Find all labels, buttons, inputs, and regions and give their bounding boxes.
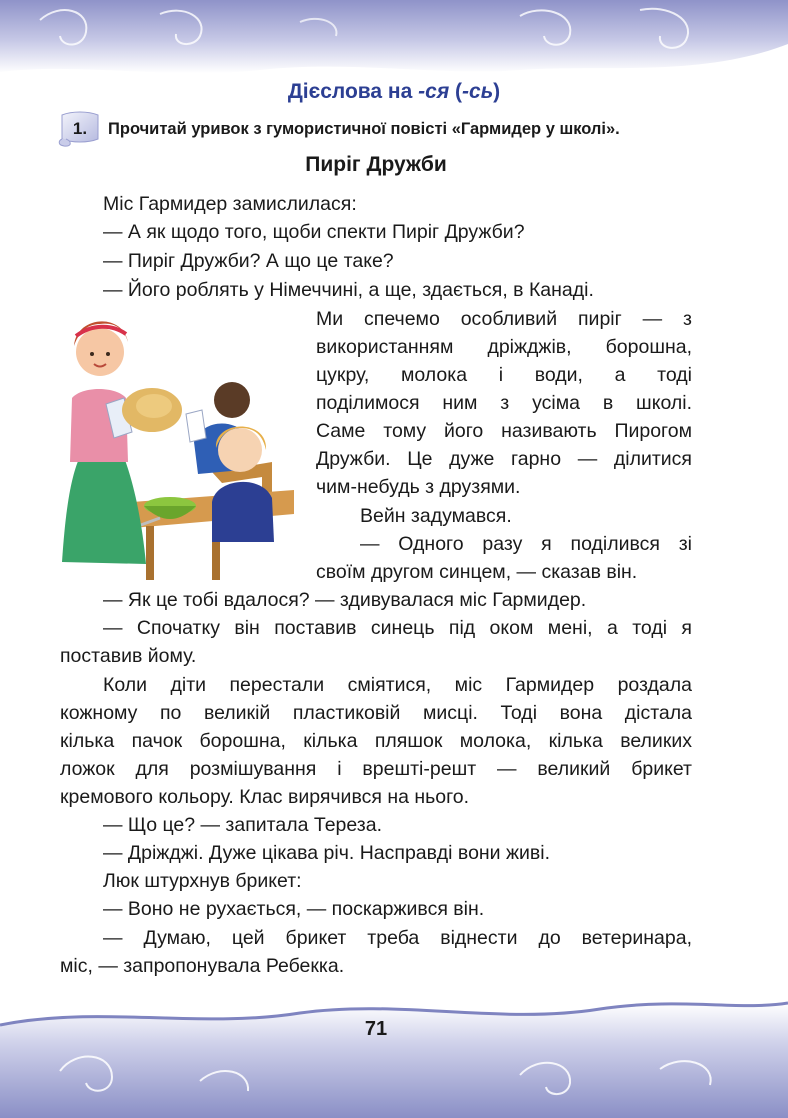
heading-mid: ( (449, 80, 463, 103)
story-line-13: — Одного разу я поділився зі (360, 533, 692, 555)
story-line-16: — Спочатку він поставив синець під оком мені, а тоді я (103, 617, 692, 639)
story-line-20: кілька пачок борошна, кілька пляшок молока, кілька великих (60, 730, 692, 752)
story-line-7: цукру, молока і води, а тоді (316, 364, 692, 386)
story-line-28: міс, — запропонувала Ребекка. (60, 955, 345, 977)
task-row (58, 111, 778, 149)
story-line-12: Вейн задумався. (360, 505, 512, 527)
page-number: 71 (364, 1018, 388, 1040)
story-line-27: — Думаю, цей брикет треба віднести до ветеринара, (103, 927, 692, 949)
story-line-8: поділимося ним з усіма в школі. (316, 392, 692, 414)
story-line-17: поставив йому. (60, 645, 197, 667)
story-line-15: — Як це тобі вдалося? — здивувалася міс Гармидер. (103, 589, 587, 611)
story-line-22: кремового кольору. Клас вирячився на нього. (60, 786, 470, 808)
heading-end: ) (493, 80, 501, 103)
story-line-26: — Воно не рухається, — поскаржився він. (103, 898, 485, 920)
story-line-23: — Що це? — запитала Тереза. (103, 814, 382, 836)
story-line-11: чим-небудь з друзями. (316, 476, 521, 498)
story-line-1: Міс Гармидер замислилася: (103, 193, 357, 215)
story-line-25: Люк штурхнув брикет: (103, 870, 302, 892)
story-line-19: кожному по великій пластиковій мисці. Тоді вона дістала (60, 702, 692, 724)
story-line-24: — Дріжджі. Дуже цікава річ. Насправді вони живі. (103, 842, 551, 864)
heading-suffix-sya: -ся (418, 80, 450, 103)
story-line-5: Ми спечемо особливий пиріг — з (316, 308, 692, 330)
bottom-ornament (0, 985, 788, 1118)
story-line-9: Саме тому його називають Пирогом (316, 420, 692, 442)
top-ornament (0, 0, 788, 90)
teacher-and-children-illustration (62, 302, 294, 580)
story-title: Пиріг Дружби (305, 153, 447, 176)
heading-suffix-s: -сь (462, 80, 494, 103)
story-line-3: — Пиріг Дружби? А що це таке? (103, 250, 394, 272)
story-line-4: — Його роблять у Німеччині, а ще, здається, в Канаді. (103, 279, 594, 301)
section-heading (0, 80, 788, 104)
task-instruction: Прочитай уривок з гумористичної повісті «Гармидер у школі». (108, 120, 620, 138)
story-line-2: — А як щодо того, щоби спекти Пиріг Дружби? (103, 221, 525, 243)
story-line-14: своїм другом синцем, — сказав він. (316, 561, 638, 583)
heading-prefix: Дієслова на (287, 80, 419, 103)
story-line-6: використанням дріжджів, борошна, (316, 336, 692, 358)
task-number: 1. (72, 119, 88, 138)
story-line-21: ложок для розмішування і врешті-решт — великий брикет (60, 758, 692, 780)
story-line-10: Дружби. Це дуже гарно — ділитися (316, 448, 692, 470)
story-line-18: Коли діти перестали сміятися, міс Гармидер роздала (103, 674, 692, 696)
